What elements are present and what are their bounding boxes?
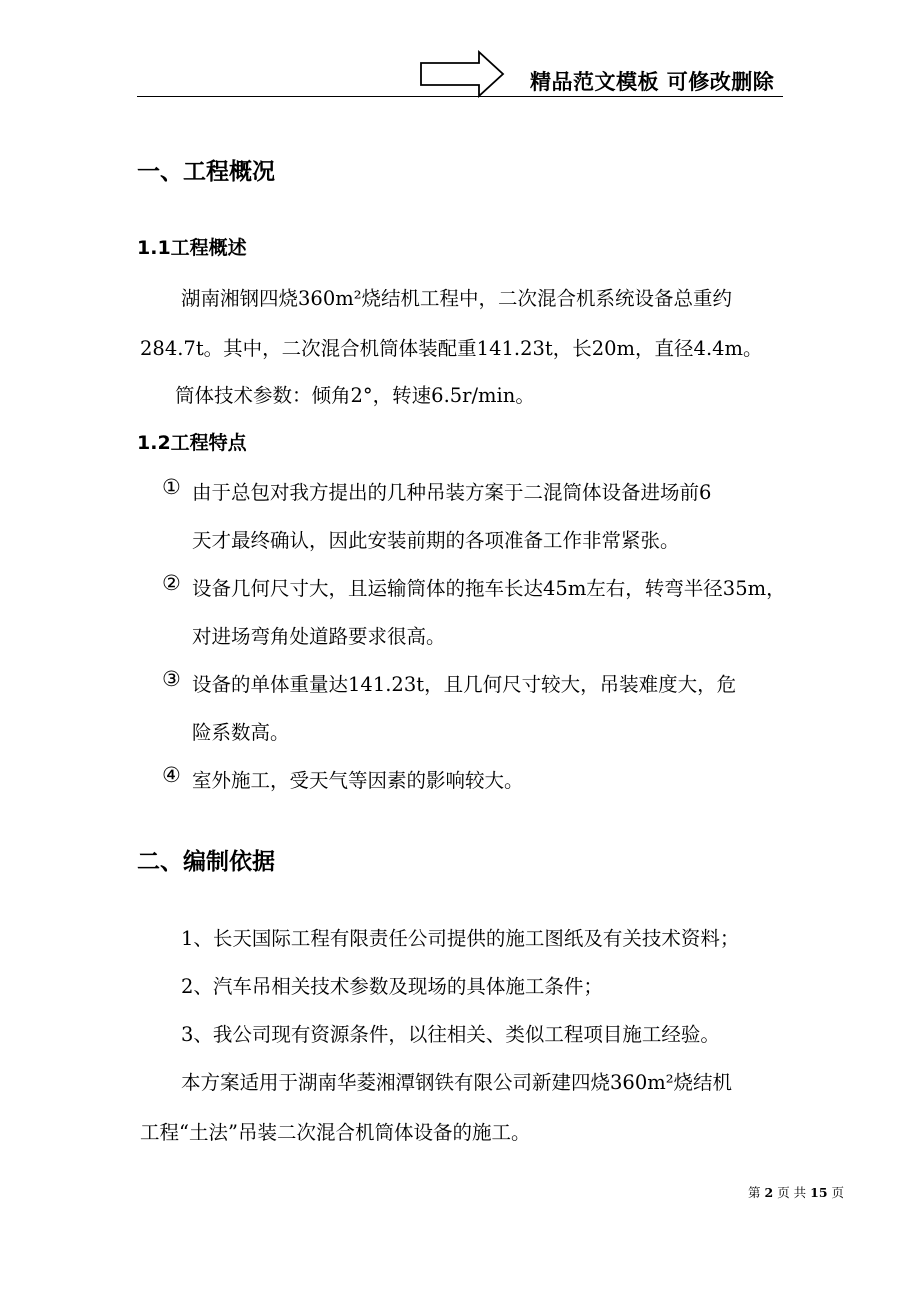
page-number [748, 1183, 844, 1201]
section2-para-line2: 工程“土法”吊装二次混合机筒体设备的施工。 [140, 1121, 531, 1144]
list-item: 对进场弯角处道路要求很高。 [192, 625, 446, 648]
list-item: 3、我公司现有资源条件，以往相关、类似工程项目施工经验。 [181, 1023, 720, 1046]
sub1-title: 1.1工程概述 [137, 237, 247, 259]
list-item: 由于总包对我方提出的几种吊装方案于二混筒体设备进场前6 [192, 481, 712, 504]
sub2-title: 1.2工程特点 [137, 432, 247, 454]
sub1-para2: 筒体技术参数：倾角2°，转速6.5r/min。 [175, 384, 535, 407]
list-marker: ② [162, 571, 181, 595]
section2-para-line1: 本方案适用于湖南华菱湘潭钢铁有限公司新建四烧360m²烧结机 [181, 1071, 733, 1094]
current-page: 2 [764, 1185, 774, 1200]
section2-title: 二、编制依据 [137, 849, 275, 875]
list-marker: ④ [162, 763, 181, 787]
list-item: 1、长天国际工程有限责任公司提供的施工图纸及有关技术资料； [181, 927, 740, 950]
list-item: 设备几何尺寸大，且运输筒体的拖车长达45m左右，转弯半径35m， [192, 577, 786, 600]
list-item: 险系数高。 [192, 721, 290, 744]
list-item: 设备的单体重量达141.23t，且几何尺寸较大，吊装难度大，危 [192, 673, 737, 696]
list-marker: ③ [162, 667, 181, 691]
total-pages: 15 [810, 1185, 828, 1200]
header-banner: 精品范文模板 可修改删除 [530, 70, 775, 94]
list-marker: ① [162, 475, 181, 499]
page-mid: 页 共 [777, 1185, 807, 1200]
list-item: 室外施工，受天气等因素的影响较大。 [192, 769, 524, 792]
page-suffix: 页 [831, 1185, 845, 1200]
sub1-para1-line2: 284.7t。其中，二次混合机筒体装配重141.23t，长20m，直径4.4m。 [140, 337, 763, 360]
section1-title: 一、工程概况 [137, 159, 275, 185]
arrow-right-icon [419, 50, 505, 98]
sub1-para1-line1: 湖南湘钢四烧360m²烧结机工程中，二次混合机系统设备总重约 [181, 287, 733, 310]
list-item: 2、汽车吊相关技术参数及现场的具体施工条件； [181, 975, 603, 998]
header-divider [137, 96, 783, 97]
page-prefix: 第 [748, 1185, 761, 1200]
list-item: 天才最终确认，因此安装前期的各项准备工作非常紧张。 [192, 529, 680, 552]
